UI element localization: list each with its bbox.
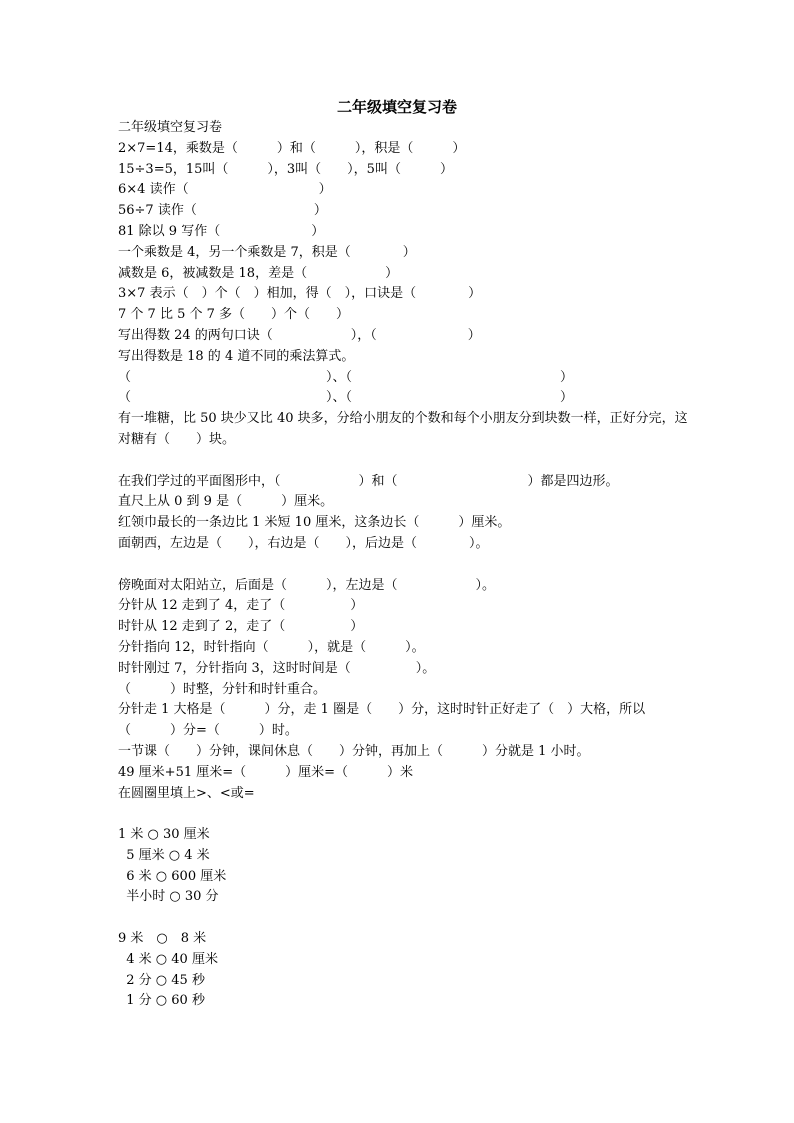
question-line: 一节课（ ）分钟，课间休息（ ）分钟，再加上（ ）分就是 1 小时。 xyxy=(118,743,590,759)
question-line: 81 除以 9 写作（ ） xyxy=(118,223,325,239)
question-line: 7 个 7 比 5 个 7 多（ ）个（ ） xyxy=(118,307,350,323)
question-line: 15÷3=5，15叫（ ），3叫（ ），5叫（ ） xyxy=(118,161,453,177)
blank-line xyxy=(118,908,688,929)
question-line: 4 米 ○ 40 厘米 xyxy=(118,951,218,967)
question-line: 分针指向 12，时针指向（ ），就是（ ）。 xyxy=(118,639,425,655)
question-line: 时针从 12 走到了 2，走了（ ） xyxy=(118,619,364,635)
question-line: 6 米 ○ 600 厘米 xyxy=(118,868,227,884)
question-line: 减数是 6，被减数是 18，差是（ ） xyxy=(118,265,399,281)
question-line: 1 米 ○ 30 厘米 xyxy=(118,827,210,843)
question-line: 有一堆糖，比 50 块少又比 40 块多，分给小朋友的个数和每个小朋友分到块数一样，正好分完，这对糖有（ ）块。 xyxy=(118,411,688,447)
question-line: 写出得数 24 的两句口诀（ ），（ ） xyxy=(118,327,481,343)
question-line: 1 分 ○ 60 秒 xyxy=(118,993,205,1009)
question-line: 直尺上从 0 到 9 是（ ）厘米。 xyxy=(118,494,334,510)
question-line: 5 厘米 ○ 4 米 xyxy=(118,847,210,863)
question-line: 2×7=14，乘数是（ ）和（ ），积是（ ） xyxy=(118,140,466,156)
blank-line xyxy=(118,451,688,472)
question-line: 分针走 1 大格是（ ）分，走 1 圈是（ ）分，这时时针正好走了（ ）大格，所以（ ）分=（ ）时。 xyxy=(118,702,646,739)
question-line: 在圆圈里填上>、<或= xyxy=(118,785,255,801)
blank-line xyxy=(118,804,688,825)
question-line: 6×4 读作（ ） xyxy=(118,182,332,198)
question-line: 2 分 ○ 45 秒 xyxy=(118,972,205,988)
question-line: （ ）、（ ） xyxy=(118,390,574,406)
subtitle: 二年级填空复习卷 xyxy=(118,120,223,135)
question-line: 写出得数是 18 的 4 道不同的乘法算式。 xyxy=(118,348,355,364)
question-line: （ ）、（ ） xyxy=(118,369,574,385)
question-line: 一个乘数是 4，另一个乘数是 7，积是（ ） xyxy=(118,244,416,260)
question-line: 3×7 表示（ ）个（ ）相加，得（ ），口诀是（ ） xyxy=(118,286,482,302)
question-line: 在我们学过的平面图形中，（ ）和（ ）都是四边形。 xyxy=(118,473,619,489)
question-line: 9 米 ○ 8 米 xyxy=(118,931,207,947)
question-line: 分针从 12 走到了 4，走了（ ） xyxy=(118,598,364,614)
page-title: 二年级填空复习卷 xyxy=(336,98,457,116)
blank-line xyxy=(118,555,688,576)
question-line: 红领巾最长的一条边比 1 米短 10 厘米，这条边长（ ）厘米。 xyxy=(118,515,511,531)
question-line: 面朝西，左边是（ ），右边是（ ），后边是（ ）。 xyxy=(118,535,489,551)
question-line: 时针刚过 7，分针指向 3，这时时间是（ ）。 xyxy=(118,660,436,676)
question-line: 56÷7 读作（ ） xyxy=(118,203,327,219)
question-line: 半小时 ○ 30 分 xyxy=(118,889,219,905)
worksheet-body xyxy=(118,118,688,1012)
question-line: 49 厘米+51 厘米=（ ）厘米=（ ）米 xyxy=(118,764,414,780)
question-line: 傍晚面对太阳站立，后面是（ ），左边是（ ）。 xyxy=(118,577,496,593)
question-line: （ ）时整，分针和时针重合。 xyxy=(118,681,327,697)
